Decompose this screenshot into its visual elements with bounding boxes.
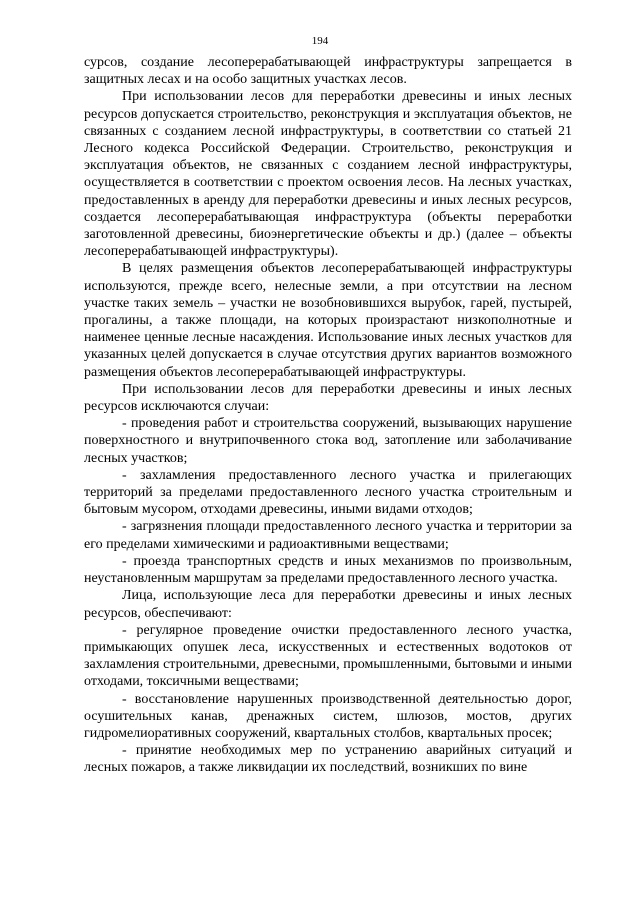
list-item: - регулярное проведение очистки предоставленного лесного участка, примыкающих опушек леса, искусственных и естественных водотоков от захламления строительными, древесными, промышленными, бытовыми и иными отходами, токсичными веществами;: [84, 622, 572, 690]
paragraph: В целях размещения объектов лесоперерабатывающей инфраструктуры используются, прежде всего, нелесные земли, а при отсутствии на лесном участке таких земель – участки не возобновившихся вырубок, гарей, пустырей, прогалины, а также площади, на которых произрастают низкополнотные и наименее ценные лесные насаждения. Использование иных лесных участков для указанных целей допускается в случае отсутствия других вариантов возможного размещения объектов лесоперерабатывающей инфраструктуры.: [84, 261, 572, 380]
list-item: - захламления предоставленного лесного участка и прилегающих территорий за пределами предоставленного лесного участка строительным и бытовым мусором, отходами древесины, иными видами отходов;: [84, 467, 572, 518]
list-item: - восстановление нарушенных производственной деятельностью дорог, осушительных канав, дренажных систем, шлюзов, мостов, других гидромелиоративных сооружений, квартальных столбов, квартальных просек;: [84, 691, 572, 741]
list-item: - загрязнения площади предоставленного лесного участка и территории за его пределами химическими и радиоактивными веществами;: [84, 519, 572, 552]
paragraph: При использовании лесов для переработки древесины и иных лесных ресурсов допускается строительство, реконструкция и эксплуатация объектов, не связанных с созданием лесной инфраструктуры, в соответствии со статьей 21 Лесного кодекса Российской Федерации. Строительство, реконструкция и эксплуатация объектов, не связанных с созданием лесной инфраструктуры, осуществляется в соответствии с проектом освоения лесов. На лесных участках, предоставленных в аренду для переработки древесины и иных лесных ресурсов, создается лесоперерабатывающая инфраструктура (объекты переработки заготовленной древесины, биоэнергетические объекты и др.) (далее – объекты лесоперерабатывающей инфраструктуры).: [84, 89, 572, 260]
page-number: 194: [311, 35, 329, 47]
paragraph: Лица, использующие леса для переработки древесины и иных лесных ресурсов, обеспечивают:: [84, 588, 572, 621]
body-text: [84, 54, 572, 777]
paragraph: сурсов, создание лесоперерабатывающей инфраструктуры запрещается в защитных лесах и на особо защитных участках лесов.: [84, 55, 572, 88]
list-item: - принятие необходимых мер по устранению аварийных ситуаций и лесных пожаров, а также ликвидации их последствий, возникших по вине: [84, 743, 572, 776]
list-item: - проезда транспортных средств и иных механизмов по произвольным, неустановленным маршрутам за пределами предоставленного лесного участка.: [84, 553, 572, 587]
list-item: - проведения работ и строительства сооружений, вызывающих нарушение поверхностного и внутрипочвенного стока вод, затопление или заболачивание лесных участков;: [84, 416, 572, 466]
paragraph: При использовании лесов для переработки древесины и иных лесных ресурсов исключаются случаи:: [84, 381, 572, 415]
